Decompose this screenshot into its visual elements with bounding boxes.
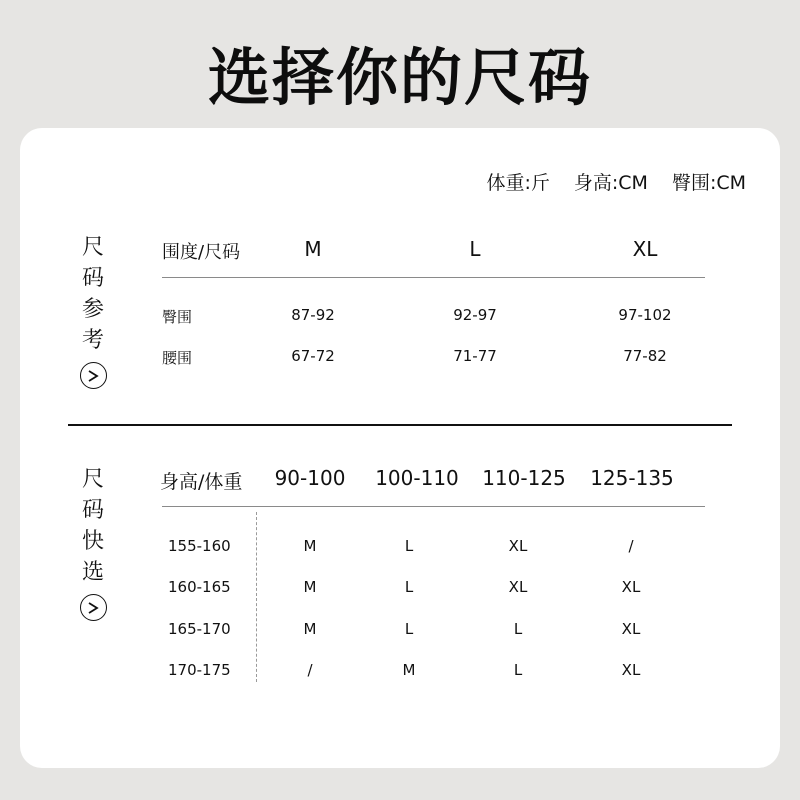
qp-cell: L [404, 620, 414, 638]
height-155-160: 155-160 [168, 537, 231, 555]
height-165-170: 165-170 [168, 620, 231, 638]
row-label-hip: 臀围 [162, 308, 193, 326]
size-header-xl: XL [632, 237, 658, 261]
side-char: 尺 [81, 467, 104, 492]
weight-header-1: 100-110 [375, 466, 459, 490]
quick-pick-header-rule [162, 506, 705, 507]
side-char: 参 [81, 297, 104, 322]
qp-cell: XL [508, 578, 528, 596]
height-column-divider [256, 512, 257, 682]
height-170-175: 170-175 [168, 661, 231, 679]
waist-xl: 77-82 [623, 347, 667, 365]
qp-cell: XL [621, 661, 641, 679]
qp-cell: L [404, 578, 414, 596]
side-char: 码 [81, 266, 104, 291]
weight-header-3: 125-135 [590, 466, 674, 490]
reference-header-label: 围度/尺码 [162, 242, 241, 263]
qp-cell: XL [621, 620, 641, 638]
hip-l: 92-97 [453, 306, 497, 324]
qp-cell: XL [508, 537, 528, 555]
size-reference-label [78, 232, 108, 389]
side-char: 尺 [81, 235, 104, 260]
qp-cell: L [513, 661, 523, 679]
qp-cell: M [402, 661, 416, 679]
weight-header-2: 110-125 [482, 466, 566, 490]
side-char: 快 [81, 529, 104, 554]
row-label-waist: 腰围 [162, 349, 193, 367]
waist-l: 71-77 [453, 347, 497, 365]
size-chart-card [20, 128, 780, 768]
side-char: 选 [81, 560, 104, 585]
circle-chevron-right-icon [80, 594, 107, 621]
qp-cell: / [628, 537, 634, 555]
qp-cell: L [513, 620, 523, 638]
height-160-165: 160-165 [168, 578, 231, 596]
hip-xl: 97-102 [618, 306, 672, 324]
size-header-m: M [304, 237, 322, 261]
qp-cell: M [303, 578, 317, 596]
section-divider [68, 424, 732, 426]
page-title: 选择你的尺码 [207, 41, 592, 114]
qp-cell: M [303, 537, 317, 555]
weight-unit: 体重:斤 [486, 172, 550, 194]
weight-header-0: 90-100 [274, 466, 346, 490]
hip-unit: 臀围:CM [671, 172, 746, 194]
qp-cell: XL [621, 578, 641, 596]
qp-cell: M [303, 620, 317, 638]
circle-chevron-right-icon [80, 362, 107, 389]
units-legend [486, 168, 746, 195]
size-quick-pick-label [78, 464, 108, 621]
side-char: 考 [81, 328, 104, 353]
hip-m: 87-92 [291, 306, 335, 324]
qp-cell: / [307, 661, 313, 679]
size-header-l: L [469, 237, 481, 261]
side-char: 码 [81, 498, 104, 523]
height-unit: 身高:CM [573, 172, 648, 194]
qp-cell: L [404, 537, 414, 555]
waist-m: 67-72 [291, 347, 335, 365]
reference-header-rule [162, 277, 705, 278]
quick-pick-header-label: 身高/体重 [160, 471, 243, 493]
